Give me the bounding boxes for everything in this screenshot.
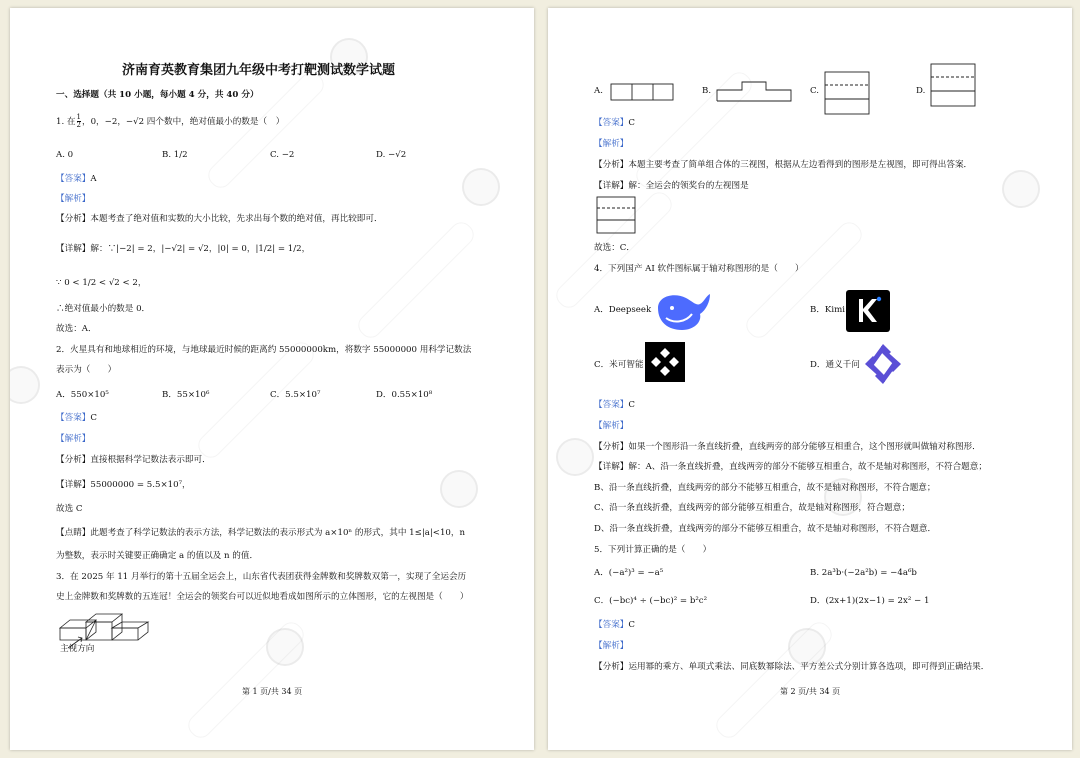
analysis-tag: 【解析】: [56, 194, 91, 204]
option-c-label: C.: [810, 86, 820, 96]
answer-line: 【答案】C: [56, 413, 97, 423]
answer-line: 【答案】C: [594, 400, 635, 410]
option-a: A．(−a²)³ = −a⁵: [594, 568, 664, 578]
question-1-stem: [56, 114, 284, 129]
question-1-stem-a: 1. 在: [56, 117, 76, 127]
option-a: A．Deepseek: [594, 305, 652, 315]
detail-line: 【详解】解：A、沿一条直线折叠，直线两旁的部分不能够互相重合，故不是轴对称图形，不符合题意；: [594, 462, 987, 472]
mike-ai-logo-icon: [645, 342, 685, 382]
option-b: B. 1/2: [162, 150, 188, 160]
analysis-tag: 【解析】: [594, 641, 629, 651]
option-c: C．5.5×10⁷: [270, 390, 321, 400]
question-1-stem-b: ，0，−2，−√2 四个数中，绝对值最小的数是（ ）: [82, 117, 285, 127]
watermark-band: [204, 68, 328, 192]
option-c: C. −2: [270, 150, 295, 160]
option-d: D．(2x+1)(2x−1) = 2x² − 1: [810, 596, 930, 606]
choice-result: 故选：A．: [56, 324, 97, 334]
detail-line-b: B、沿一条直线折叠，直线两旁的部分不能够互相重合，故不是轴对称图形，不符合题意；: [594, 483, 936, 493]
section-heading: 一、选择题（共 10 小题，每小题 4 分，共 40 分）: [56, 90, 259, 100]
watermark-band: [354, 218, 478, 342]
option-d: D. −√2: [376, 150, 407, 160]
option-d: D．0.55×10⁸: [376, 390, 433, 400]
option-d: D．通义千问: [810, 360, 860, 370]
answer-line: 【答案】A: [56, 174, 97, 184]
page-footer: 第 1 页/共 34 页: [242, 687, 303, 696]
question-5-stem: 5．下列计算正确的是（ ）: [594, 545, 712, 555]
question-2-stem-b: 表示为（ ）: [56, 365, 117, 375]
figure-caption: 主视方向: [60, 644, 95, 654]
analysis-line: 【分析】如果一个图形沿一条直线折叠，直线两旁的部分能够互相重合，这个图形就叫做轴对称图形．: [594, 442, 981, 452]
option-b: B．55×10⁶: [162, 390, 210, 400]
watermark-icon: [1002, 170, 1040, 208]
option-c: C．(−bc)⁴ ÷ (−bc)² = b²c²: [594, 596, 708, 606]
document-page-2: [548, 8, 1072, 750]
deepseek-whale-icon: [652, 288, 714, 332]
option-d-figure: [930, 63, 976, 107]
analysis-line: 【分析】直接根据科学记数法表示即可．: [56, 455, 211, 465]
analysis-tag: 【解析】: [594, 139, 629, 149]
option-a: A．550×10⁵: [56, 390, 109, 400]
option-a: A. 0: [56, 150, 74, 160]
analysis-tag: 【解析】: [56, 434, 91, 444]
analysis-line: 【分析】本题考查了绝对值和实数的大小比较，先求出每个数的绝对值，再比较即可．: [56, 214, 383, 224]
option-c-figure: [824, 71, 870, 115]
question-2-stem: 2．火星具有和地球相近的环境，与地球最近时候的距离约 55000000km，将数字 55000000 用科学记数法: [56, 345, 472, 355]
answer-line: 【答案】C: [594, 620, 635, 630]
watermark-icon: [10, 366, 40, 404]
detail-line: 【详解】解：全运会的领奖台的左视图是: [594, 181, 749, 191]
left-view-figure: [596, 196, 636, 234]
detail-line-d: D、沿一条直线折叠，直线两旁的部分不能够互相重合，故不是轴对称图形，不符合题意．: [594, 524, 937, 534]
watermark-icon: [462, 168, 500, 206]
answer-line: 【答案】C: [594, 118, 635, 128]
option-d-label: D.: [916, 86, 926, 96]
detail-conclusion: ∴绝对值最小的数是 0．: [56, 304, 151, 314]
option-b-figure: [716, 80, 792, 102]
page-footer: 第 2 页/共 34 页: [780, 687, 841, 696]
watermark-icon: [440, 470, 478, 508]
question-3-stem: 3．在 2025 年 11 月举行的第十五届全运会上，山东省代表团获得金牌数和奖牌数双第一，实现了全运会历: [56, 572, 467, 582]
question-3-stem-b: 史上金牌数和奖牌数的五连冠！全运会的领奖台可以近似地看成如图所示的立体图形，它的左视图是（ ）: [56, 592, 469, 602]
option-b-label: B.: [702, 86, 712, 96]
analysis-line: 【分析】本题主要考查了简单组合体的三视图，根据从左边看得到的图形是左视图，即可得出答案．: [594, 160, 973, 170]
remark-line: 【点睛】此题考查了科学记数法的表示方法，科学记数法的表示形式为 a×10ⁿ 的形式，其中 1≤|a|<10，n: [56, 528, 466, 538]
option-c: C．米可智能: [594, 360, 644, 370]
page-title: 济南育英教育集团九年级中考打靶测试数学试题: [122, 63, 396, 78]
choice-result: 故选 C: [56, 504, 83, 514]
detail-step: ∵ 0 < 1/2 < √2 < 2，: [56, 278, 147, 288]
document-page-1: [10, 8, 534, 750]
option-a-figure: [610, 83, 674, 101]
remark-line-2: 为整数，表示时关键要正确确定 a 的值以及 n 的值．: [56, 551, 259, 561]
kimi-logo-icon: [846, 290, 890, 332]
detail-line: 【详解】55000000 = 5.5×10⁷，: [56, 480, 191, 490]
fraction: $\frac{1}{2}$: [76, 113, 81, 129]
choice-result: 故选：C．: [594, 243, 635, 253]
question-4-stem: 4．下列国产 AI 软件图标属于轴对称图形的是（ ）: [594, 264, 804, 274]
watermark-band: [184, 618, 308, 742]
detail-line: 【详解】解：∵|−2| = 2，|−√2| = √2，|0| = 0，|1/2| = 1/2，: [56, 244, 311, 254]
detail-line-c: C、沿一条直线折叠，直线两旁的部分能够互相重合，故是轴对称图形，符合题意；: [594, 503, 910, 513]
option-a-label: A.: [594, 86, 603, 96]
watermark-band: [712, 618, 836, 742]
option-b: B. 2a³b·(−2a²b) = −4a⁶b: [810, 568, 917, 578]
watermark-icon: [556, 438, 594, 476]
analysis-tag: 【解析】: [594, 421, 629, 431]
analysis-line: 【分析】运用幂的乘方、单项式乘法、同底数幂除法、平方差公式分别计算各选项，即可得到正确结果．: [594, 662, 990, 672]
tongyi-qianwen-icon: [861, 342, 905, 386]
option-b: B．Kimi: [810, 305, 845, 315]
